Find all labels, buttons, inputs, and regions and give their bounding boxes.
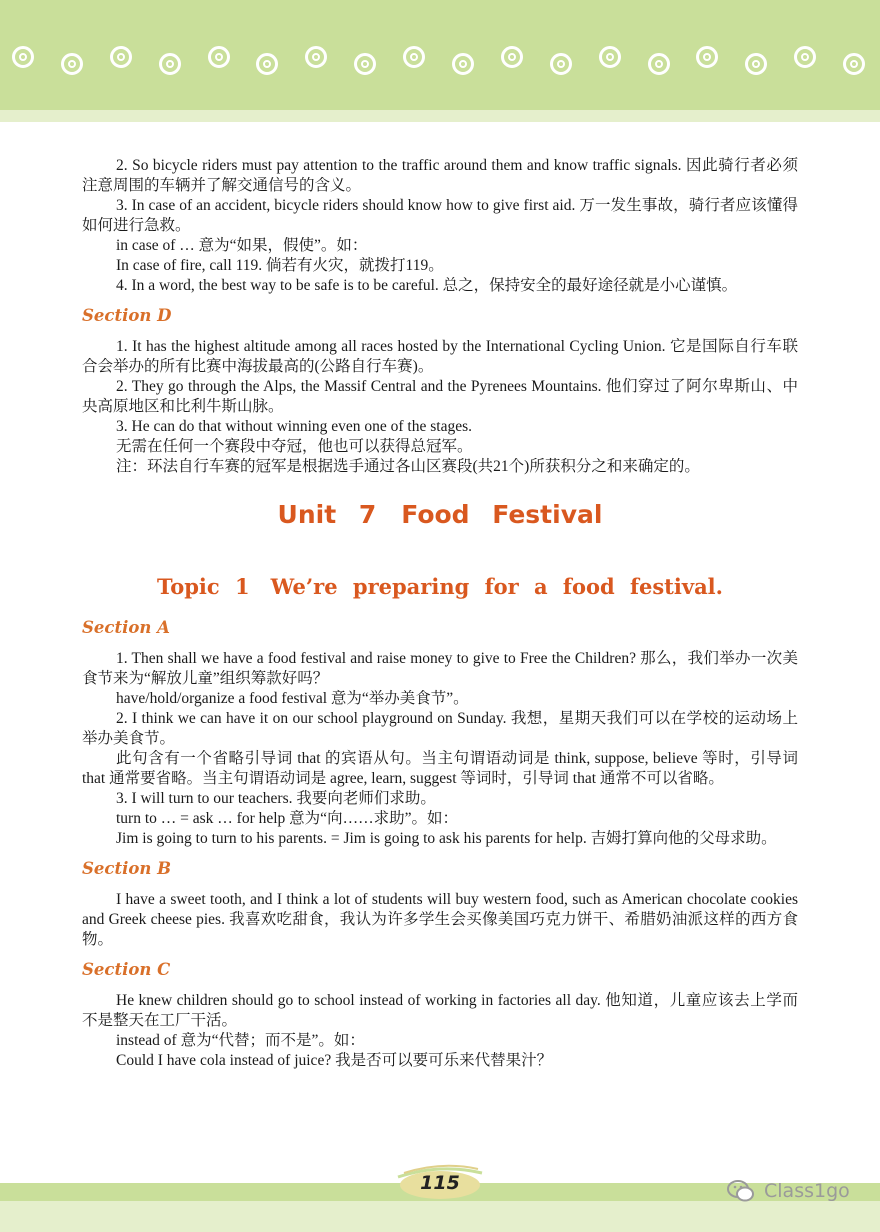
paragraph: 3. He can do that without winning even one of the stages. [116, 418, 472, 435]
ring-decoration [599, 46, 621, 68]
header-stripe [0, 110, 880, 122]
topic-title: Topic 1 We’re preparing for a food festival. [157, 574, 723, 599]
page-content [82, 156, 798, 1071]
paragraph: 2. They go through the Alps, the Massif Central and the Pyrenees Mountains. 他们穿过了阿尔卑斯山、中央高原地区和比利牛斯山脉。 [82, 378, 798, 415]
paragraph: Jim is going to turn to his parents. = Jim is going to ask his parents for help. 吉姆打算向他的父母求助。 [116, 830, 777, 847]
ring-decoration [452, 53, 474, 75]
paragraph: 1. Then shall we have a food festival and raise money to give to Free the Children? 那么，我们举办一次美食节来为“解放儿童”组织筹款好吗？ [82, 650, 798, 687]
ring-decoration [256, 53, 278, 75]
ring-decoration [403, 46, 425, 68]
paragraph: 2. I think we can have it on our school playground on Sunday. 我想，星期天我们可以在学校的运动场上举办美食节。 [82, 710, 798, 747]
paragraph: 无需在任何一个赛段中夺冠，他也可以获得总冠军。 [116, 438, 473, 455]
page-number: 115 [420, 1172, 460, 1194]
ring-decoration [550, 53, 572, 75]
ring-decoration [110, 46, 132, 68]
ring-decoration [61, 53, 83, 75]
wechat-icon [726, 1179, 756, 1203]
ring-decoration [794, 46, 816, 68]
paragraph: instead of 意为“代替；而不是”。如： [116, 1032, 365, 1049]
page-number-badge [390, 1163, 490, 1203]
ring-decoration [354, 53, 376, 75]
unit-title: Unit 7 Food Festival [277, 500, 603, 529]
watermark [726, 1176, 850, 1206]
paragraph: He knew children should go to school instead of working in factories all day. 他知道，儿童应该去上学而不是整天在工厂干活。 [82, 992, 798, 1029]
paragraph: I have a sweet tooth, and I think a lot of students will buy western food, such as American chocolate cookies and Greek cheese pies. 我喜欢吃甜食，我认为许多学生会买像美国巧克力饼干、希腊奶油派这样的西方食物。 [82, 891, 798, 948]
section-heading-a: Section A [82, 618, 170, 637]
paragraph: Could I have cola instead of juice? 我是否可以要可乐来代替果汁？ [116, 1052, 553, 1069]
section-heading-c: Section C [82, 960, 171, 979]
ring-decoration [696, 46, 718, 68]
paragraph: 3. In case of an accident, bicycle riders should know how to give first aid. 万一发生事故，骑行者应该懂得如何进行急救。 [82, 197, 798, 234]
ring-decoration [12, 46, 34, 68]
ring-decoration [843, 53, 865, 75]
paragraph: in case of … 意为“如果，假使”。如： [116, 237, 368, 254]
section-heading-b: Section B [82, 859, 172, 878]
header-rings [0, 0, 880, 110]
ring-decoration [208, 46, 230, 68]
section-heading-d: Section D [82, 306, 172, 325]
paragraph: have/hold/organize a food festival 意为“举办美食节”。 [116, 690, 469, 707]
ring-decoration [648, 53, 670, 75]
watermark-text: Class1go [764, 1180, 850, 1202]
ring-decoration [305, 46, 327, 68]
ring-decoration [159, 53, 181, 75]
paragraph: In case of fire, call 119. 倘若有火灾，就拨打119。 [116, 257, 444, 274]
paragraph: 2. So bicycle riders must pay attention to the traffic around them and know traffic signals. 因此骑行者必须注意周围的车辆并了解交通信号的含义。 [82, 157, 798, 194]
paragraph: 4. In a word, the best way to be safe is to be careful. 总之，保持安全的最好途径就是小心谨慎。 [116, 277, 738, 294]
paragraph: 此句含有一个省略引导词 that 的宾语从句。当主句谓语动词是 think, suppose, believe 等时，引导词 that 通常要省略。当主句谓语动词是 agree, learn, suggest 等词时，引导词 that 通常不可以省略。 [82, 750, 798, 787]
ring-decoration [501, 46, 523, 68]
paragraph: turn to … = ask … for help 意为“向……求助”。如： [116, 810, 458, 827]
paragraph: 注：环法自行车赛的冠军是根据选手通过各山区赛段(共21个)所获积分之和来确定的。 [116, 458, 700, 475]
paragraph: 3. I will turn to our teachers. 我要向老师们求助。 [116, 790, 436, 807]
paragraph: 1. It has the highest altitude among all races hosted by the International Cycling Union. 它是国际自行车联合会举办的所有比赛中海拔最高的(公路自行车赛)。 [82, 338, 798, 375]
ring-decoration [745, 53, 767, 75]
